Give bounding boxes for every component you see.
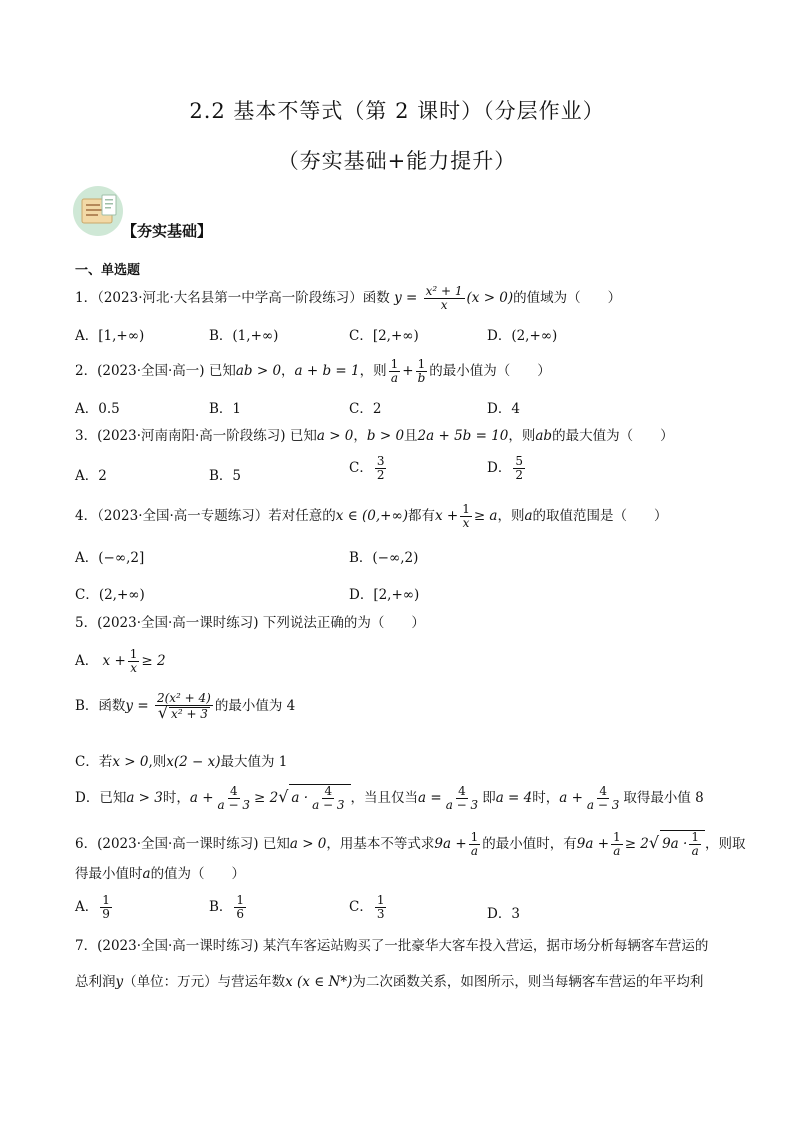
option-b [75, 692, 295, 721]
fraction-numerator: 1 [613, 830, 621, 844]
radicand [289, 784, 350, 812]
question-text: (2023·全国·高一课时练习) 某汽车客运站购买了一批豪华大客车投入营运，据市场分析每辆客车营运的 [97, 938, 709, 954]
fraction [460, 503, 472, 530]
option-d: D．[2,+∞) [349, 587, 420, 603]
option-label: D． [487, 460, 512, 476]
option-a [75, 894, 114, 921]
option-a: A．0.5 [75, 401, 120, 417]
fraction [155, 692, 213, 721]
math-expr: + [402, 363, 414, 379]
part-label: 一、单选题 [75, 263, 141, 278]
option-a: A．[1,+∞) [75, 328, 145, 344]
question-number: 2． [75, 363, 98, 379]
fraction-denominator: 6 [236, 907, 245, 921]
option-label: C． [349, 460, 373, 476]
question-number: 5． [75, 615, 98, 631]
question-number: 7． [75, 938, 98, 954]
fraction [310, 785, 346, 812]
option-c [349, 894, 388, 921]
fraction-denominator: 2 [376, 468, 385, 482]
option-d: D．(2,+∞) [487, 328, 558, 344]
fraction-numerator: 1 [390, 357, 399, 371]
option-c: C．(2,+∞) [75, 587, 145, 603]
fraction-numerator: 4 [229, 784, 238, 798]
question-text: (2023·全国·高一课时练习) 已知 [97, 836, 290, 852]
math-expr: x(2 − x) [166, 754, 221, 770]
fraction-numerator: 1 [129, 647, 138, 661]
math-expr: x ∈ (0,+∞) [335, 508, 408, 524]
option-label: C． [349, 899, 373, 915]
fraction [469, 831, 481, 858]
fraction-denominator: a [613, 844, 621, 858]
question-text: 的值域为（ ） [513, 290, 622, 306]
fraction-numerator: 1 [462, 502, 470, 516]
fraction-denominator: x [462, 516, 470, 530]
question-6-stem-line2 [75, 864, 245, 884]
radical-sign: √ [648, 833, 660, 852]
fraction [234, 894, 246, 921]
section-label: 【夯实基础】 [122, 222, 213, 240]
fraction [513, 455, 525, 482]
question-4-stem [75, 503, 668, 530]
fraction [444, 785, 480, 812]
fraction-denominator: 9 [102, 907, 110, 921]
option-text: 时， [532, 790, 560, 806]
fraction-numerator: 5 [515, 454, 523, 468]
math-expr: a + b = 1 [294, 363, 360, 379]
math-expr: 9a · [662, 836, 688, 852]
option-text: ，当且仅当 [350, 790, 419, 806]
math-expr: ≥ a [473, 508, 498, 524]
question-text: 的最大值为（ ） [552, 428, 674, 444]
option-text: 时， [162, 790, 190, 806]
option-c [75, 750, 287, 770]
question-text: 的最小值时，有 [482, 836, 577, 852]
question-text: (2023·全国·高一) 已知 [97, 363, 236, 379]
question-number: 3． [75, 428, 98, 444]
fraction-denominator: a − 3 [445, 798, 479, 812]
option-b [209, 894, 248, 921]
fraction-numerator: 4 [324, 784, 333, 798]
fraction-numerator: 1 [376, 893, 385, 907]
page-title: 2.2 基本不等式（第 2 课时）（分层作业） [189, 99, 605, 123]
radicand: x² + 3 [171, 707, 208, 721]
math-expr: ≥ 2 [624, 836, 649, 852]
fraction-denominator: x [440, 298, 448, 312]
fraction-numerator: 1 [417, 357, 426, 371]
radical-sign: √ [278, 787, 289, 806]
fraction [375, 894, 387, 921]
option-b: B．(−∞,2) [349, 550, 419, 566]
question-number: 4． [75, 508, 98, 524]
question-text: ，用基本不等式求 [326, 836, 435, 852]
question-text: (2023·全国·高一课时练习) 下列说法正确的为（ ） [97, 615, 425, 631]
math-expr: a > 0 [289, 836, 327, 852]
fraction-denominator: a − 3 [312, 798, 345, 812]
option-c [349, 455, 388, 482]
question-text: ，则 [359, 363, 387, 379]
math-expr: ≥ 2 [141, 653, 166, 669]
fraction-denominator: x [130, 661, 137, 675]
document-folder-icon [72, 185, 124, 237]
question-text: 的值为（ ） [150, 866, 246, 882]
question-7-stem-line2 [75, 972, 703, 992]
option-text: 最大值为 1 [220, 754, 288, 770]
fraction-denominator: b [417, 371, 426, 385]
option-label: B．函数 [75, 698, 126, 714]
radicand [660, 830, 705, 858]
math-expr: ab [535, 428, 553, 444]
question-text: 的取值范围是（ ） [532, 508, 668, 524]
question-text: ，则 [497, 508, 525, 524]
fraction-numerator: 1 [236, 893, 245, 907]
question-text: ，则 [508, 428, 536, 444]
page-subtitle: （夯实基础+能力提升） [277, 149, 517, 173]
option-label: D．已知 [75, 790, 127, 806]
option-label: C．若 [75, 754, 113, 770]
option-d [487, 455, 527, 482]
fraction-numerator: 4 [458, 784, 466, 798]
fraction [689, 831, 701, 858]
math-expr: a = [418, 790, 442, 806]
option-label: B． [209, 899, 233, 915]
fraction-numerator: 1 [691, 830, 699, 844]
math-expr: a + [189, 790, 214, 806]
radical-sign: √ [157, 703, 169, 722]
math-expr: x (x ∈ N*) [285, 974, 353, 990]
fraction [611, 831, 623, 858]
option-text: 的最小值为 4 [214, 698, 296, 714]
math-expr: b > 0 [366, 428, 405, 444]
math-expr: y = [394, 290, 418, 306]
question-text: （2023·全国·高一专题练习）若对任意的 [97, 508, 336, 524]
question-number: 6． [75, 836, 98, 852]
question-text: 都有 [407, 508, 435, 524]
math-expr: x + [102, 653, 126, 669]
fraction [416, 358, 428, 385]
math-expr: x + [434, 508, 459, 524]
question-2-stem [75, 358, 551, 385]
math-expr: a + [559, 790, 583, 806]
question-number: 1． [75, 290, 98, 306]
question-text: 得最小值时 [75, 866, 143, 882]
math-expr: x > 0 [112, 754, 149, 770]
question-1-stem [75, 285, 621, 312]
math-expr: 9a + [434, 836, 467, 852]
option-b: B．(1,+∞) [209, 328, 279, 344]
question-3-stem [75, 426, 674, 446]
option-text: ,则 [148, 754, 167, 770]
fraction-denominator: a [390, 371, 399, 385]
question-text: ， [281, 363, 295, 379]
fraction-denominator: a [691, 844, 699, 858]
fraction-numerator: 1 [102, 893, 110, 907]
option-c: C．[2,+∞) [349, 328, 419, 344]
fraction [216, 785, 252, 812]
fraction-denominator: 2 [515, 468, 523, 482]
option-text: 即 [482, 790, 496, 806]
option-a: A．(−∞,2] [75, 550, 145, 566]
math-expr: (x > 0) [466, 290, 514, 306]
math-expr: a · [291, 790, 309, 806]
question-7-stem [75, 936, 708, 956]
question-text: 为二次函数关系，如图所示，则当每辆客车营运的年平均利 [352, 974, 704, 990]
fraction-numerator: 1 [470, 830, 479, 844]
question-text: ，则取 [704, 836, 746, 852]
fraction-numerator: x² + 1 [425, 284, 463, 298]
question-text: 的最小值为（ ） [429, 363, 551, 379]
option-b: B．5 [209, 468, 242, 484]
fraction [585, 785, 621, 812]
math-expr: a [142, 866, 151, 882]
math-expr: a > 3 [126, 790, 163, 806]
math-expr: y [115, 974, 124, 990]
math-expr: ≥ 2 [254, 790, 279, 806]
question-text: ， [353, 428, 367, 444]
fraction [389, 358, 401, 385]
option-c: C．2 [349, 401, 382, 417]
math-expr: a = 4 [495, 790, 533, 806]
question-5-stem [75, 613, 425, 633]
question-text: 且 [404, 428, 418, 444]
option-a [75, 648, 166, 675]
fraction-denominator: a − 3 [217, 798, 251, 812]
option-d: D．4 [487, 401, 520, 417]
fraction [375, 455, 387, 482]
option-text: 取得最小值 8 [623, 790, 704, 806]
fraction-denominator: a − 3 [586, 798, 620, 812]
option-label: A． [75, 653, 99, 669]
option-b: B．1 [209, 401, 242, 417]
fraction-numerator: 4 [599, 784, 607, 798]
fraction-denominator [156, 703, 212, 722]
math-expr: 2a + 5b = 10 [417, 428, 509, 444]
fraction [424, 285, 465, 312]
question-text: (2023·河南南阳·高一阶段练习) 已知 [97, 428, 317, 444]
question-text: （2023·河北·大名县第一中学高一阶段练习）函数 [97, 290, 390, 306]
math-expr: a > 0 [316, 428, 354, 444]
question-6-stem [75, 830, 745, 858]
fraction-numerator: 2(x² + 4) [156, 691, 211, 705]
math-expr: a [524, 508, 533, 524]
fraction-denominator: a [470, 844, 479, 858]
option-a: A．2 [75, 468, 107, 484]
fraction [100, 894, 112, 921]
option-d [75, 784, 704, 812]
math-expr: ab > 0 [235, 363, 282, 379]
math-expr: y = [125, 698, 149, 714]
option-label: A． [75, 899, 99, 915]
option-d: D．3 [487, 906, 520, 922]
fraction-denominator: 3 [376, 907, 385, 921]
math-expr: 9a + [576, 836, 610, 852]
question-text: 总利润 [75, 974, 116, 990]
question-text: （单位：万元）与营运年数 [123, 974, 286, 990]
fraction [128, 648, 140, 675]
fraction-numerator: 3 [376, 454, 385, 468]
